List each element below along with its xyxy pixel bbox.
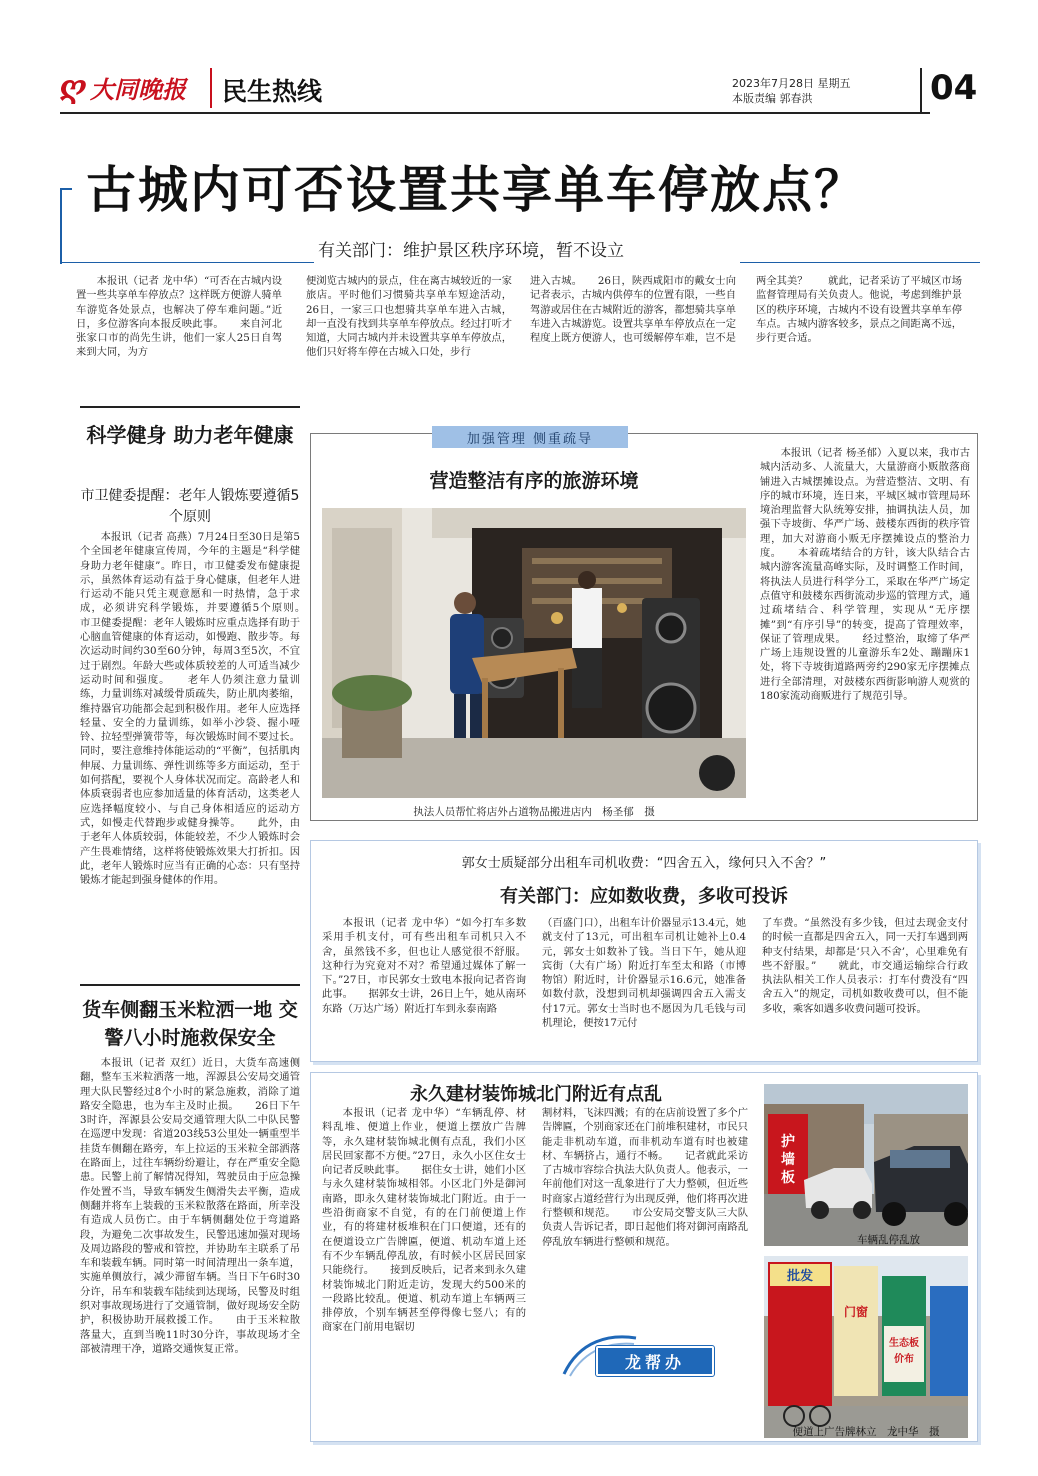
- signboards-illustration: [764, 1256, 968, 1438]
- taxi-col-2: [542, 916, 746, 1030]
- truck-headline: 货车侧翻玉米粒洒一地 交警八小时施救保安全: [82, 999, 298, 1049]
- page-number: 04: [930, 68, 978, 108]
- photo-sign-text: 价布: [894, 1354, 914, 1365]
- section-rule: [80, 984, 300, 986]
- dragon-logo-icon: ღ: [59, 69, 87, 105]
- lead-paragraph: 本报讯（记者 龙中华）“可否在古城内设置一些共享单车停放点？这样既方便游人骑单车游览各处景点，也解决了停车难问题。”近日，多位游客向本报反映此事。 来自河北张家口市的尚先生讲，他们一家人25日自驾来到大同，为方: [76, 275, 282, 359]
- subhead-rule-left: [60, 262, 314, 263]
- photo-sign-text: 板: [781, 1170, 795, 1186]
- masthead: [60, 64, 980, 114]
- taxi-col-1: [322, 916, 526, 1016]
- taxi-headline: 有关部门：应如数收费，多收可投诉: [500, 886, 788, 907]
- shop-scene-illustration: [322, 508, 746, 798]
- lead-paragraph: 便浏览古城内的景点，住在离古城较近的一家旅店。平时他们习惯骑共享单车短途活动，26日，一家三口也想骑共享单车进入古城，却一直没有找到共享单车停放点。经过打听才知道，大同古城内并未设置共享单车停放点，他们只好将车停在古城入口处，步行: [306, 275, 512, 359]
- lead-col-4: [756, 274, 962, 345]
- fitness-body: [80, 530, 321, 887]
- tourism-body: [760, 446, 970, 703]
- parked-cars-illustration: [764, 1084, 968, 1246]
- taxi-paragraph: 本报讯（记者 龙中华）“如今打车多数采用手机支付，可有些出租车司机只入不舍，虽然钱不多，但也让人感觉很不舒服。这种行为究竟对不对？希望通过媒体了解一下。”27日，市民郭女士致电本报向记者咨询此事。 据郭女士讲，26日上午，她从南环东路（万达广场）附近打车到永泰南路: [322, 917, 526, 1015]
- page-number-divider: [920, 68, 922, 112]
- taxi-kicker: 郭女士质疑部分出租车司机收费：“四舍五入，缘何只入不舍？”: [461, 856, 827, 871]
- subhead-rule-right: [740, 262, 980, 263]
- photo-sign-text: 门窗: [843, 1305, 869, 1319]
- lead-story-body: [76, 274, 976, 394]
- section-rule: [80, 406, 300, 408]
- lead-col-2: [306, 274, 512, 360]
- tourism-photo-caption: 执法人员帮忙将店外占道物品搬进店内 杨圣郁 摄: [413, 806, 655, 818]
- building-headline: 永久建材装饰城北门附近有点乱: [410, 1084, 662, 1105]
- page-editor: 本版责编 郭春洪: [732, 92, 813, 105]
- logo-text: 大同晚报: [90, 74, 186, 104]
- photo-sign-text: 护: [781, 1134, 795, 1150]
- lead-paragraph: 进入古城。 26日，陕西咸阳市的戴女士向记者表示，古城内供停车的位置有限，一些自驾游或居住在古城附近的游客，都想骑共享单车进入古城游览。设置共享单车停放点在一定程度上既方便游人，也可缓解停车难，岂不是: [530, 275, 736, 345]
- headline-bracket: [60, 188, 72, 264]
- lead-subhead: 有关部门：维护景区秩序环境，暂不设立: [318, 241, 624, 261]
- signboards-caption: 便道上广告牌林立 龙中华 摄: [792, 1426, 940, 1438]
- building-paragraph: 割材料，飞沫四溅；有的在店前设置了多个广告牌匾，个别商家还在门前堆积建材，市民只能走非机动车道，而非机动车道有时也被建材、车辆挤占，通行不畅。 记者就此采访了古城市容综合执法大队负责人。他表示，一年前他们对这一乱象进行了大力整顿，但近些时商家占道经营行为出现反弹，他们将再次进行整顿和规范。 市公安局交警支队三大队负责人告诉记者，即日起他们将对御河南路乱停乱放车辆进行整顿和规范。: [542, 1107, 748, 1248]
- tourism-headline: 营造整洁有序的旅游环境: [429, 470, 639, 492]
- newspaper-logo: [60, 64, 200, 110]
- parked-cars-photo: [764, 1084, 968, 1246]
- longbang-badge: 龙帮办: [596, 1346, 714, 1376]
- building-col-2: [542, 1106, 748, 1249]
- photo-sign-text: 生态板: [889, 1338, 919, 1349]
- building-paragraph: 本报讯（记者 龙中华）“车辆乱停、材料乱堆、便道上作业，便道上摆放广告牌等，永久建材装饰城北侧有点乱，我们小区居民回家都不方便。”27日，永久小区住女士向记者反映此事。 据住女士讲，她们小区与永久建材装饰城相邻。小区北门外是御河南路，即永久建材装饰城北门附近。由于一些沿街商家不自觉，有的在门前便道上作业，有的将建材板堆积在门口便道，还有的在便道设立广告牌匾，便道、机动车道上还有不少车辆乱停乱放，有时候小区居民回家只能绕行。 接到反映后，记者来到永久建材装饰城北门附近走访，发现大约500米的一段路比较乱。便道、机动车道上车辆两三排停放，个别车辆甚至停得像七竖八；有的商家在门前用电锯切: [322, 1107, 526, 1334]
- building-col-1: [322, 1106, 526, 1335]
- parked-cars-caption: 车辆乱停乱放: [857, 1234, 920, 1246]
- lead-paragraph: 两全其美？ 就此，记者采访了平城区市场监督管理局有关负责人。他说，考虑到维护景区的秩序环境，古城内不设有设置共享单车停车点。古城内游客较多，景点之间距离不远，步行更合适。: [756, 275, 962, 345]
- taxi-body: [322, 916, 970, 1056]
- tourism-tag: 加强管理 侧重疏导: [432, 426, 628, 448]
- fitness-subhead: 市卫健委提醒：老年人锻炼要遵循5个原则: [80, 488, 300, 525]
- masthead-rule: [60, 112, 930, 114]
- building-body: [322, 1106, 752, 1436]
- taxi-col-3: [762, 916, 968, 1016]
- issue-date: 2023年7月28日 星期五: [732, 77, 851, 90]
- tourism-paragraph: 本报讯（记者 杨圣郁）入夏以来，我市古城内活动多、人流量大，大量游商小贩散落商铺进入古城摆摊设点。为营造整洁、文明、有序的城市环境，连日来，平城区城市管理局环境治理监督大队统筹安排，抽调执法人员，加强下寺坡街、华严广场、鼓楼东西街的秩序管理，加大对游商小贩无序摆摊设点的整治力度。 本着疏堵结合的方针，该大队结合古城内游客流量高峰实际，及时调整工作时间，将执法人员进行科学分工，采取在华严广场定点值守和鼓楼东西街流动步巡的管理方式，通过疏堵结合、科学管理，实现从“无序摆摊”到“有序引导”的转变，提高了管理效率，保证了管理成果。 经过整治，取缔了华严广场上违规设置的儿童游乐车2处、蹦蹦床1处，将下寺坡街道路两旁约290家无序摆摊点进行全部清理，对鼓楼东西街影响游人观赏的180家流动商贩进行了规范引导。: [760, 447, 970, 703]
- taxi-paragraph: 了车费。“虽然没有多少钱，但过去现金支付的时候一直都是四舍五入，同一天打车遇到两种支付结果，却都是‘只入不舍’，心里难免有些不舒服。” 就此，市交通运输综合行政执法队相关工作人员表示：打车付费没有“四舍五入”的规定，司机如数收费可以，但不能多收，乘客如遇多收费问题可投诉。: [762, 917, 968, 1015]
- lead-headline: 古城内可否设置共享单车停放点？: [86, 160, 866, 219]
- taxi-paragraph: （百盛门口），出租车计价器显示13.4元，她就支付了13元，可出租车司机让她补上0.4元，郭女士如数补了钱。当日下午，她从迎宾街（大有广场）附近打车至太和路（市博物馆）附近时，计价器显示16.6元，她准备如数付款，没想到司机却强调四舍五入需支付17元。郭女士当时也不愿因为几毛钱与司机理论，便按17元付: [542, 917, 746, 1030]
- truck-paragraph: 本报讯（记者 双红）近日，大货车高速侧翻，整车玉米粒洒落一地，浑源县公安局交通管理大队民警经过8个小时的紧急施救，消除了道路安全隐患，也为车主及时止损。 26日下午3时许，浑源县公安局交通管理大队二中队民警在巡逻中发现：省道203线53公里处一辆重型半挂货车侧翻在路旁，车上拉运的玉米粒全部洒落在路面上，过往车辆纷纷避让，存在严重安全隐患。民警上前了解情况得知，驾驶员由于应急操作处置不当，导致车辆发生侧滑失去平衡，造成侧翻并将车上装载的玉米粒散落在路面，所幸没有造成人员伤亡。由于车辆侧翻处位于弯道路段，为避免二次事故发生，民警迅速加强对现场及周边路段的警戒和管控，并协助车主联系了吊车和装载车辆。同时第一时间清理出一条车道，实施单侧放行，减少滞留车辆。当日下午6时30分许，吊车和装载车陆续到达现场，民警及时组织对事故现场进行了交通管制，做好现场安全防护，积极协助开展救援工作。 由于玉米粒散落量大，直到当晚11时30分许，事故现场才全部被清理干净，道路交通恢复正常。: [80, 1057, 300, 1355]
- fitness-headline: 科学健身 助力老年健康: [86, 423, 294, 447]
- truck-body: [80, 1056, 300, 1356]
- signboards-photo: [764, 1256, 968, 1438]
- tourism-photo: [322, 508, 746, 798]
- lead-col-1: [76, 274, 282, 360]
- photo-sign-text: 墙: [781, 1152, 795, 1168]
- masthead-divider: [210, 68, 212, 108]
- photo-sign-text: 批发: [786, 1269, 814, 1284]
- section-title: 民生热线: [222, 77, 323, 106]
- fitness-paragraph: 本报讯（记者 高燕）7月24日至30日是第5个全国老年健康宣传周，今年的主题是“科学健身助力老年健康”。昨日，市卫健委发布健康提示，虽然体育运动有益于身心健康，但老年人进行运动不能只凭主观意愿和一时热情，急于求成，必须讲究科学锻炼，并要遵循5个原则。 市卫健委提醒：老年人锻炼时应重点选择有助于心脑血管健康的体育运动，如慢跑、散步等。每次运动时间约30至60分钟，每周3至5次，不宜过于剧烈。年龄大些或体质较差的人可适当减少运动时间和强度。 老年人仍须注意力量训练，力量训练对减缓骨质疏失，防止肌肉萎缩，维持器官功能都会起到积极作用。老年人应选择轻量、安全的力量训练，如举小沙袋、握小哑铃、拉轻型弹簧带等，每次锻炼时间不要过长。同时，要注意维持体能运动的“平衡”，包括肌肉伸展、力量训练、弹性训练等多方面运动，至于如何搭配，要视个人身体状况而定。高龄老人和体质衰弱者也应参加适量的体育活动，这类老人应选择幅度较小、与自己身体相适应的运动方式，如慢走代替跑步或健身操等。 此外，由于老年人体质较弱，体能较差，不少人锻炼时会产生畏难情绪，这样将使锻炼效果大打折扣。因此，老年人锻炼时应当有正确的心态：只有坚持锻炼才能起到强身健体的作用。: [80, 531, 321, 887]
- lead-col-3: [530, 274, 736, 345]
- issue-info: [732, 76, 851, 106]
